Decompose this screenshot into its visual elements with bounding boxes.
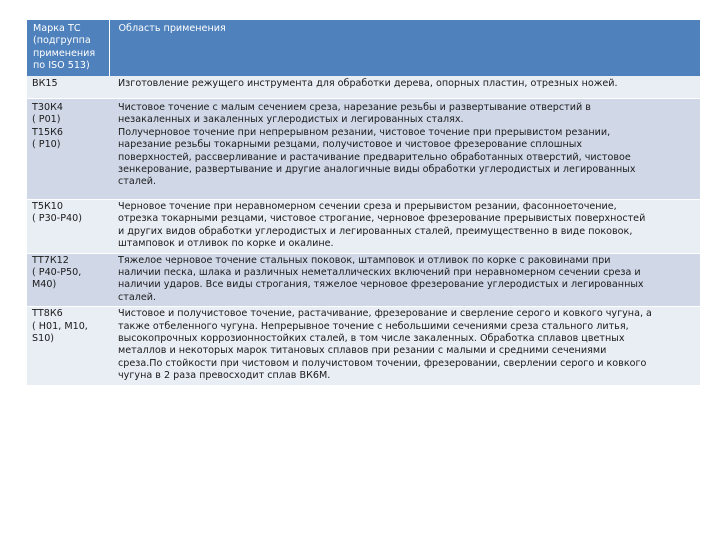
table-row	[27, 199, 700, 253]
grade-label: S10)	[32, 332, 55, 344]
application-text: нарезание резьбы токарными резцами, получистовое и чистовое фрезерование сплошных	[118, 139, 582, 151]
grade-label: ( Н01, М10,	[32, 320, 88, 332]
application-text: штамповок и отливок по корке и окалине.	[118, 238, 334, 250]
application-text: отрезка токарными резцами, чистовое строгание, черновое фрезерование прерывистых поверхностей	[118, 213, 646, 225]
application-text: поверхностей, рассверливание и растачивание предварительно обработанных отверстий, чистовое	[118, 151, 631, 163]
application-cell	[109, 99, 700, 200]
application-text: сталей.	[118, 176, 157, 188]
application-text: Тяжелое черновое точение стальных поковок, штамповок и отливок по корке с раковинами при	[118, 254, 611, 266]
grade-cell	[27, 253, 109, 307]
grade-cell	[27, 99, 109, 200]
header-grade-line: по ISO 513)	[33, 60, 90, 72]
grade-label: Т30К4	[32, 102, 63, 114]
application-cell	[109, 199, 700, 253]
grade-label: ТТ7К12	[32, 254, 69, 266]
hard-alloy-application-table	[27, 20, 701, 386]
grade-label: ( Р01)	[32, 114, 61, 126]
table-row	[27, 253, 700, 307]
application-text: чугуна в 2 раза превосходит сплав ВК6М.	[118, 370, 331, 382]
grade-cell	[27, 199, 109, 253]
header-grade	[27, 20, 109, 76]
header-grade-line: (подгруппа	[33, 35, 91, 47]
grade-label: М40)	[32, 279, 57, 291]
application-cell	[109, 307, 700, 385]
application-text: Получерновое точение при непрерывном резании, чистовое точение при прерывистом резании,	[118, 126, 611, 138]
header-grade-line: Марка ТС	[33, 23, 81, 34]
application-text: наличии песка, шлака и различных неметаллических включений при неравномерном сечении среза и	[118, 266, 641, 278]
application-text: незакаленных и закаленных углеродистых и легированных сталях.	[118, 114, 464, 126]
application-text: наличии ударов. Все виды строгания, тяжелое черновое фрезерование углеродистых и легированных	[118, 279, 644, 291]
grade-label: Т15К6	[32, 126, 63, 138]
table-row	[27, 99, 700, 200]
grade-label: ( Р10)	[32, 139, 61, 151]
grade-label: ( Р30-Р40)	[32, 213, 82, 225]
grade-label: ВК15	[32, 77, 58, 89]
application-text: металлов и некоторых марок титановых сплавов при резании с малыми и средними сечениями	[118, 345, 607, 357]
grade-cell	[27, 76, 109, 99]
application-text: среза.По стойкости при чистовом и получистовом точении, фрезеровании, сверлении серого и ковкого	[118, 357, 647, 369]
header-application: Область применения	[109, 20, 700, 76]
application-text: сталей.	[118, 291, 157, 303]
grade-label: Т5К10	[32, 200, 63, 212]
application-text: высокопрочных коррозионностойких сталей, в том числе закаленных. Обработка сплавов цветных	[118, 332, 625, 344]
application-text: Черновое точение при неравномерном сечении среза и прерывистом резании, фасонноеточение,	[118, 200, 617, 212]
grade-label: ( Р40-Р50,	[32, 266, 82, 278]
application-cell	[109, 253, 700, 307]
application-text: Чистовое и получистовое точение, растачивание, фрезерование и сверление серого и ковкого чугуна, а	[118, 308, 652, 320]
table-row	[27, 307, 700, 385]
grade-cell	[27, 307, 109, 385]
application-text: Чистовое точение с малым сечением среза, нарезание резьбы и развертывание отверстий в	[118, 102, 591, 114]
header-grade-line: применения	[33, 47, 96, 59]
application-cell	[109, 76, 700, 99]
grade-label: ТТ8К6	[32, 308, 63, 320]
application-text: также отбеленного чугуна. Непрерывное точение с небольшими сечениями среза стального литья,	[118, 320, 629, 332]
application-text: Изготовление режущего инструмента для обработки дерева, опорных пластин, отрезных ножей.	[118, 77, 618, 89]
header-row	[27, 20, 700, 76]
application-text: и других видов обработки углеродистых и легированных сталей, преимущественно в виде поковок,	[118, 225, 633, 237]
application-text: зенкерование, развертывание и другие аналогичные виды обработки углеродистых и легированных	[118, 164, 636, 176]
table-row	[27, 76, 700, 99]
